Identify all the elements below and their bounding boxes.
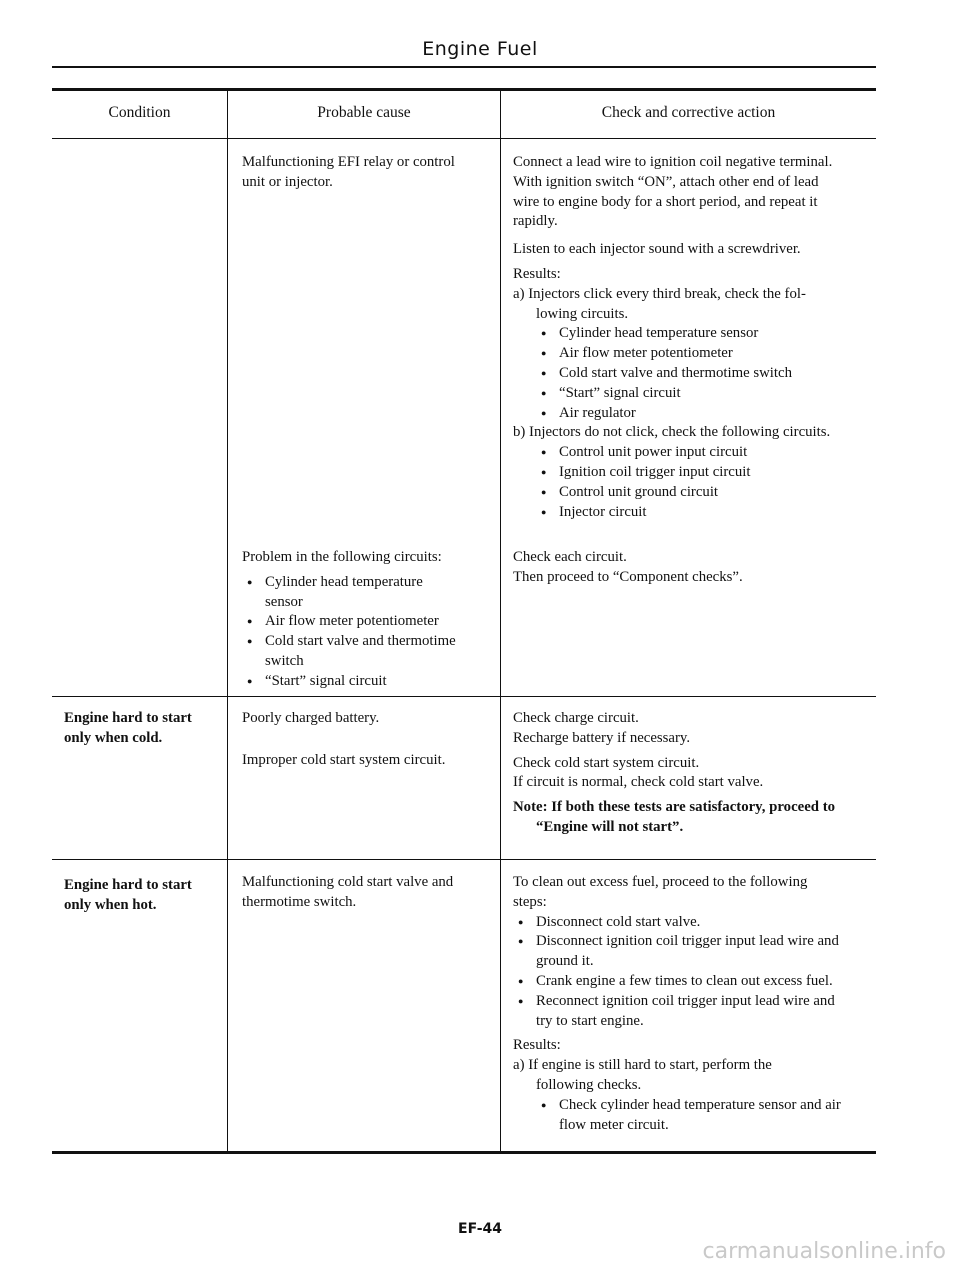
table-bottom-rule	[52, 1151, 876, 1154]
list-item	[242, 612, 497, 632]
list-item: ● Control unit ground circuit	[536, 483, 873, 503]
text-line: Problem in the following circuits:	[242, 549, 442, 565]
list-item: ● Air flow meter potentiometer	[536, 344, 873, 364]
list-item-text: Cylinder head temperature	[265, 573, 423, 590]
section2-cause	[242, 709, 492, 771]
text-line: rapidly.	[513, 213, 558, 230]
column-header-cause: Probable cause	[317, 104, 411, 121]
condition-line: Engine hard to start	[64, 710, 192, 726]
page-title: Engine Fuel	[422, 38, 538, 60]
list-item: ● Ignition coil trigger input circuit	[536, 463, 873, 483]
result-a-line: lowing circuits.	[536, 305, 629, 322]
list-item	[513, 972, 873, 992]
list-item-text: Cold start valve and thermotime	[265, 633, 456, 650]
watermark: carmanualsonline.info	[702, 1239, 946, 1264]
note-line: Note: If both these tests are satisfactory, proceed to	[513, 799, 836, 816]
list-item: ● Cold start valve and thermotime switch	[536, 364, 873, 384]
list-item-continued: try to start engine.	[536, 1012, 644, 1029]
list-item-continued: sensor	[265, 593, 303, 610]
list-item: ● Cylinder head temperature sensor	[536, 324, 873, 344]
text-line: thermotime switch.	[242, 893, 357, 910]
spacer	[242, 729, 492, 751]
text-line: Listen to each injector sound with a screwdriver.	[513, 241, 801, 258]
section3-action	[513, 873, 873, 1135]
text-line: Malfunctioning EFI relay or control	[242, 154, 455, 170]
section1-cause1	[242, 153, 492, 193]
text-line: Poorly charged battery.	[242, 710, 380, 726]
text-line: Recharge battery if necessary.	[513, 729, 691, 746]
results-label: Results:	[513, 265, 561, 282]
list-item-continued: flow meter circuit.	[559, 1116, 669, 1133]
result-a-line: following checks.	[536, 1076, 642, 1093]
list-item: ● Air regulator	[536, 404, 873, 424]
result-b-line: b) Injectors do not click, check the following circuits.	[513, 424, 831, 441]
spacer	[513, 232, 873, 240]
text-line: wire to engine body for a short period, and repeat it	[513, 193, 818, 210]
text-line: Then proceed to “Component checks”.	[513, 568, 743, 585]
list-item	[513, 932, 873, 952]
section2-action	[513, 709, 873, 838]
list-item-text: Air flow meter potentiometer	[265, 613, 439, 630]
table-top-rule	[52, 88, 876, 91]
list-item-text: Check cylinder head temperature sensor and air	[559, 1096, 841, 1113]
text-line: Malfunctioning cold start valve and	[242, 874, 454, 890]
text-line: Connect a lead wire to ignition coil negative terminal.	[513, 154, 833, 170]
section2-condition	[64, 709, 224, 749]
list-item-text: “Start” signal circuit	[265, 672, 387, 689]
list-item-text: Crank engine a few times to clean out excess fuel.	[536, 972, 833, 989]
list-item: ● Injector circuit	[536, 503, 873, 523]
list-item	[513, 913, 873, 933]
text-line: steps:	[513, 893, 547, 910]
list-item-continued: switch	[265, 652, 304, 669]
text-line: To clean out excess fuel, proceed to the following	[513, 874, 808, 890]
section3-cause	[242, 873, 492, 913]
list-item: ● “Start” signal circuit	[536, 384, 873, 404]
text-line: Improper cold start system circuit.	[242, 751, 446, 768]
results-label: Results:	[513, 1037, 561, 1054]
list-item	[242, 573, 497, 593]
text-line: unit or injector.	[242, 173, 333, 190]
column-header-rule	[52, 138, 876, 139]
condition-line: only when cold.	[64, 729, 163, 746]
list-item	[242, 672, 497, 692]
section3-condition	[64, 876, 224, 916]
column-divider-1	[227, 88, 228, 1152]
list-item	[242, 632, 497, 652]
column-header-action: Check and corrective action	[601, 104, 776, 121]
note-line: “Engine will not start”.	[536, 818, 684, 835]
text-line: Check charge circuit.	[513, 710, 639, 726]
column-divider-2	[500, 88, 501, 1152]
header-rule	[52, 66, 876, 68]
list-item	[513, 992, 873, 1012]
column-header-condition: Condition	[108, 104, 171, 121]
condition-line: Engine hard to start	[64, 877, 192, 893]
list-item-text: Reconnect ignition coil trigger input lead wire and	[536, 992, 835, 1009]
section1-action2	[513, 548, 873, 588]
section1-cause2	[242, 548, 497, 692]
result-a-line: a) Injectors click every third break, check the fol-	[513, 285, 806, 302]
row-divider-1	[52, 696, 876, 697]
page-number: EF-44	[458, 1221, 502, 1237]
result-a-line: a) If engine is still hard to start, perform the	[513, 1057, 772, 1074]
text-line: With ignition switch “ON”, attach other end of lead	[513, 173, 819, 190]
list-item-text: Disconnect cold start valve.	[536, 913, 701, 930]
text-line: If circuit is normal, check cold start valve.	[513, 774, 764, 791]
text-line: Check cold start system circuit.	[513, 754, 700, 771]
section1-action1	[513, 153, 873, 522]
list-item	[536, 1096, 873, 1116]
list-item-text: Disconnect ignition coil trigger input lead wire and	[536, 933, 839, 950]
text-line: Check each circuit.	[513, 549, 627, 565]
condition-line: only when hot.	[64, 896, 157, 913]
list-item-continued: ground it.	[536, 953, 594, 970]
row-divider-2	[52, 859, 876, 860]
list-item: ● Control unit power input circuit	[536, 443, 873, 463]
